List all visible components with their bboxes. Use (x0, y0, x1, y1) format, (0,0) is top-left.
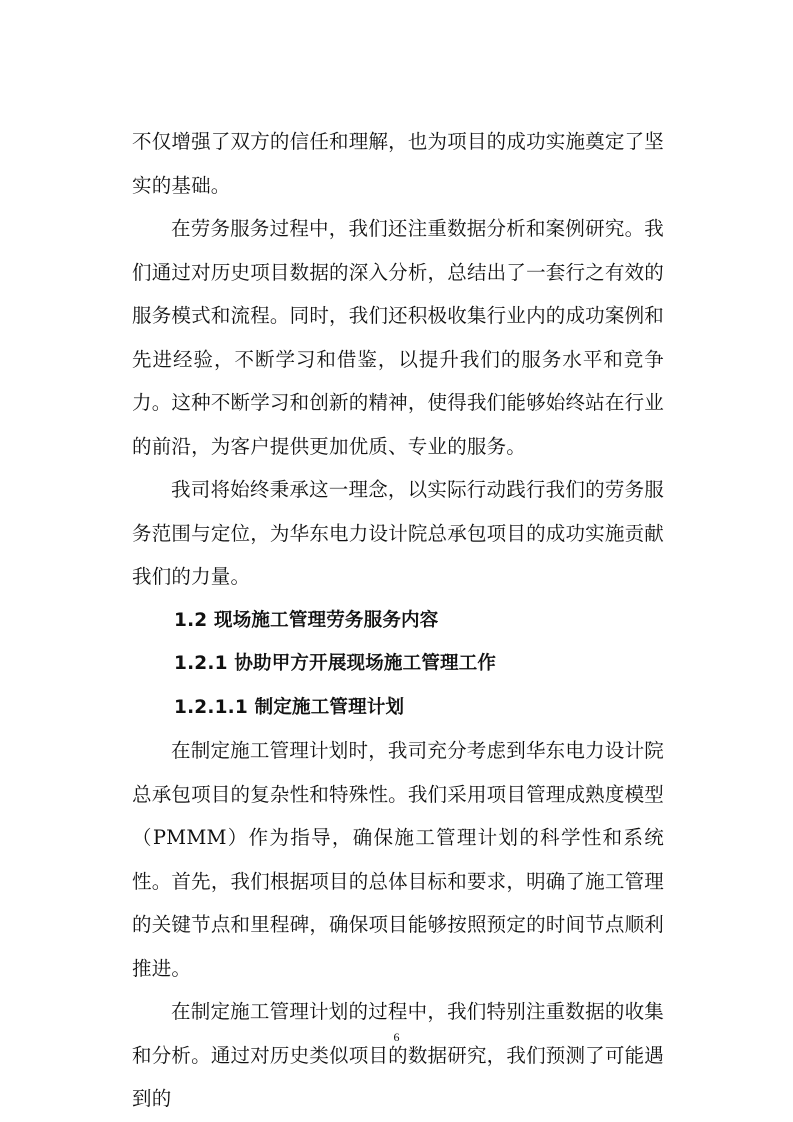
paragraph: 不仅增强了双方的信任和理解，也为项目的成功实施奠定了坚实的基础。 (132, 130, 664, 197)
paragraph: 在制定施工管理计划的过程中，我们特别注重数据的收集和分析。通过对历史类似项目的数据研究，我们预测了可能遇到的 (132, 1000, 664, 1110)
section-heading-1-2-1-1: 1.2.1.1 制定施工管理计划 (174, 696, 405, 718)
page-number: 6 (393, 1030, 400, 1044)
body-text (132, 120, 664, 1121)
paragraph: 在劳务服务过程中，我们还注重数据分析和案例研究。我们通过对历史项目数据的深入分析，总结出了一套行之有效的服务模式和流程。同时，我们还积极收集行业内的成功案例和先进经验，不断学习和借鉴，以提升我们的服务水平和竞争力。这种不断学习和创新的精神，使得我们能够始终站在行业的前沿，为客户提供更加优质、专业的服务。 (132, 217, 664, 458)
section-heading-1-2: 1.2 现场施工管理劳务服务内容 (174, 609, 439, 631)
paragraph: 我司将始终秉承这一理念，以实际行动践行我们的劳务服务范围与定位，为华东电力设计院总承包项目的成功实施贡献我们的力量。 (132, 478, 664, 588)
paragraph: 在制定施工管理计划时，我司充分考虑到华东电力设计院总承包项目的复杂性和特殊性。我们采用项目管理成熟度模型（PMMM）作为指导，确保施工管理计划的科学性和系统性。首先，我们根据项目的总体目标和要求，明确了施工管理的关键节点和里程碑，确保项目能够按照预定的时间节点顺利推进。 (132, 739, 664, 980)
section-heading-1-2-1: 1.2.1 协助甲方开展现场施工管理工作 (174, 653, 497, 674)
